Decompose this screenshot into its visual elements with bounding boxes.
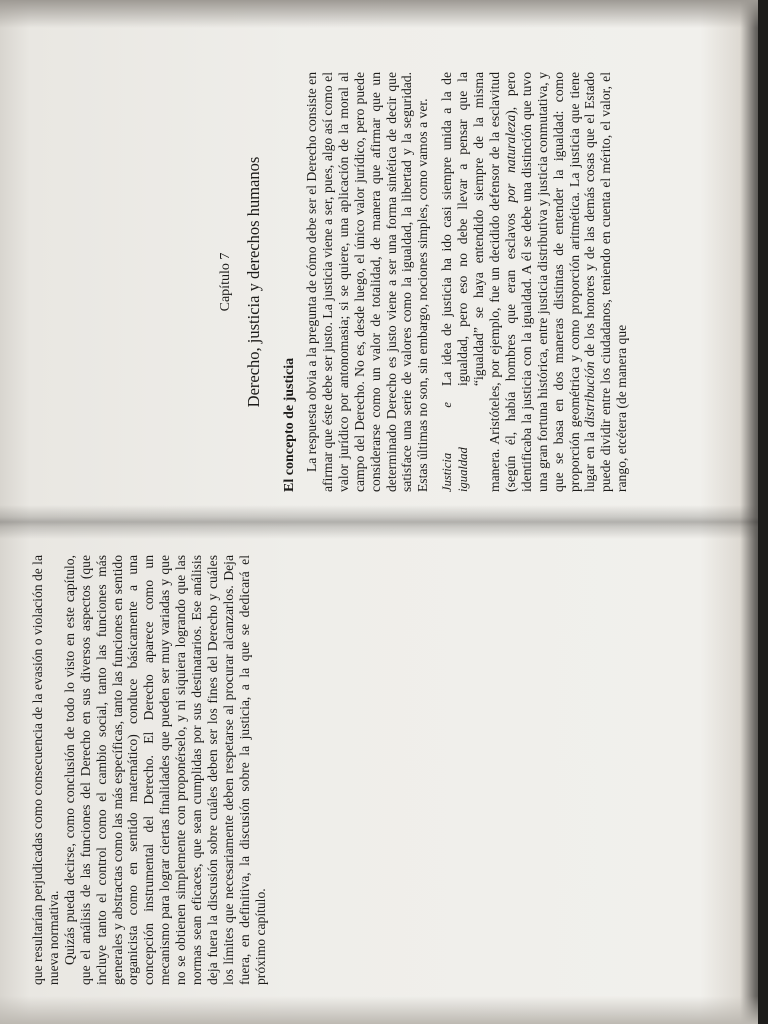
chapter-label: Capítulo 7 (218, 252, 233, 312)
left-page-paragraph-1: que resultarían perjudicadas como consecuencia de la evasión o violación de la nueva normativa. (30, 555, 61, 985)
scan-bottom-shadow (0, 996, 768, 1024)
left-page-paragraph-2: Quizás pueda decirse, como conclusión de todo lo visto en este capítulo, que el análisis de las funciones del Derecho en sus diversos aspectos (que incluye tanto el control como el cambio social, tanto las funciones más generales y abstractas como las más específicas, tanto las funciones en sentido organicista como en sentido matemático) conduce básicamente a una concepción instrumental del Derecho. El Derecho aparece como un mecanismo para lograr ciertas finalidades que pueden ser muy variadas y que no se obtienen simplemente con proponérselo, y ni siquiera logrando que las normas sean eficaces, que sean cumplidas por sus destinatarios. Ese análisis deja fuera la discusión sobre cuáles deben ser los fines del Derecho y cuáles los límites que necesariamente deben respetarse al procurar alcanzarlos. Deja fuera, en definitiva, la discusión sobre la justicia, a la que se dedicará el próximo capítulo. (61, 555, 268, 985)
paragraph-2-italic-2: distribución (582, 361, 598, 428)
right-page-paragraph-1: La respuesta obvia a la pregunta de cómo debe ser el Derecho consiste en afirmar que éste debe ser justo. La justicia viene a ser, pues, algo así como el valor jurídico por antonomasia; si se quiere, una aplicación de la moral al campo del Derecho. No es, desde luego, el único valor jurídico, pero puede considerarse como un valor de totalidad, de manera que afirmar que un determinado Derecho es justo viene a ser una forma sintética de decir que satisface una serie de valores como la igualdad, la libertad y la seguridad. Estas últimas no son, sin embargo, nociones simples, como vamos a ver. (304, 72, 431, 492)
scanner-dark-edge (758, 0, 768, 1024)
paragraph-2-part-c: de los honores y de las demás cosas que el Estado puede dividir entre los ciudadanos, teniendo en cuenta el mérito, el valor, el rango, etcétera (de manera que (582, 72, 630, 492)
right-book-page (218, 72, 718, 492)
margin-note: Justicia e igualdad (440, 402, 471, 492)
justicia-igualdad-block (439, 72, 630, 492)
right-page-paragraph-2 (439, 72, 630, 492)
chapter-title: Derecho, justicia y derechos humanos (244, 156, 263, 408)
section-title: El concepto de justicia (282, 357, 297, 492)
paragraph-2-part-a: La idea de justicia ha ido casi siempre unida a la de igualdad, pero eso no debe llevar a pensar que la “igualdad” se haya entendido siempre de la misma manera. Aristóteles, por ejemplo, fue un decidido defensor de la esclavitud (según él, había hombres que eran esclavos (439, 72, 518, 492)
scan-top-shadow (0, 0, 768, 28)
book-gutter (0, 505, 768, 539)
paragraph-2-part-b: ), pero identificaba la justicia con la igualdad. A él se debe una distinción que tuvo una gran fortuna histórica, entre justicia distributiva y justicia conmutativa, y que se basa en dos maneras distintas de entender la igualdad: como proporción geométrica y como proporción aritmética. La justicia que tiene lugar en la (502, 71, 598, 492)
left-book-page (30, 555, 330, 985)
paragraph-2-italic-1: por naturaleza (502, 114, 518, 203)
